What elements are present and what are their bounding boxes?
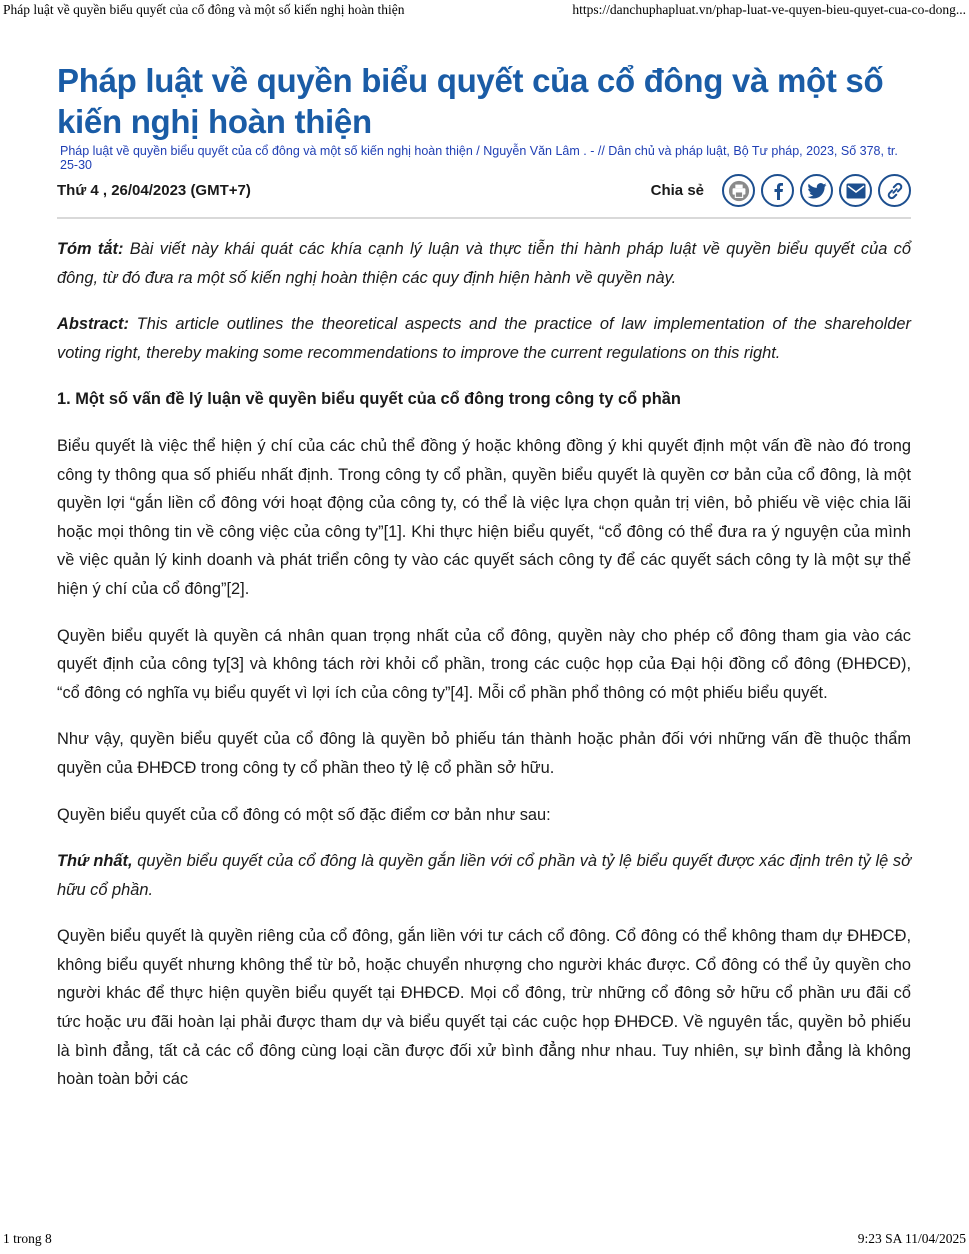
page-indicator: 1 trong 8 (3, 1231, 52, 1246)
twitter-icon[interactable] (800, 174, 833, 207)
article-body (57, 235, 911, 1094)
first-point-paragraph (57, 847, 911, 904)
abstract-paragraph (57, 310, 911, 367)
body-paragraph-5: Quyền biểu quyết là quyền riêng của cổ đông, gắn liền với tư cách cổ đông. Cổ đông có thể không tham dự ĐHĐCĐ, không biểu quyết nhưng không thể từ bỏ, hoặc chuyển nhượng cho người khác được. Cổ đông có thể ủy quyền cho người khác để thực hiện quyền biểu quyết tại ĐHĐCĐ. Mọi cổ đông, trừ những cổ đông sở hữu cổ phần ưu đãi cổ tức hoặc ưu đãi hoàn lại phải được tham dự và biểu quyết tại các cuộc họp ĐHĐCĐ. Về nguyên tắc, quyền bỏ phiếu là bình đẳng, tất cả các cổ đông cùng loại cần được đối xử bình đẳng như nhau. Tuy nhiên, sự bình đẳng là không hoàn toàn bởi các (57, 927, 911, 1089)
first-point-label: Thứ nhất, (57, 852, 133, 871)
article (57, 60, 911, 1094)
article-date: Thứ 4 , 26/04/2023 (GMT+7) (57, 182, 251, 199)
link-icon[interactable] (878, 174, 911, 207)
article-title: Pháp luật về quyền biểu quyết của cổ đông và một số kiến nghị hoàn thiện (57, 62, 884, 140)
abstract-text: This article outlines the theoretical aspects and the practice of law implementation of the shareholder voting right, thereby making some recommendations to improve the current regulations on this right. (57, 315, 911, 362)
abstract-label: Abstract: (57, 315, 129, 334)
body-paragraph-1: Biểu quyết là việc thể hiện ý chí của các chủ thể đồng ý hoặc không đồng ý khi quyết định một vấn đề nào đó trong công ty thông qua số phiếu nhất định. Trong công ty cổ phần, quyền biểu quyết là quyền cơ bản của cổ đông, là một quyền lợi “gắn liền cổ đông với hoạt động của công ty, có thể là việc lựa chọn quản trị viên, bỏ phiếu về việc chia lãi hoặc mọi thông tin về công việc của công ty”[1]. Khi thực hiện biểu quyết, “cổ đông có thể đưa ra ý nguyện của mình về việc quản lý kinh doanh và phát triển công ty vào các quyết sách công ty để các quyết sách công ty là một sự thể hiện ý chí của cổ đông”[2]. (57, 436, 911, 598)
facebook-icon[interactable] (761, 174, 794, 207)
summary-label: Tóm tắt: (57, 240, 124, 258)
share-label: Chia sẻ (650, 182, 704, 199)
body-paragraph-2: Quyền biểu quyết là quyền cá nhân quan trọng nhất của cổ đông, quyền này cho phép cổ đông tham gia vào các quyết định của công ty[3] và không tách rời khỏi cổ phần, trong các cuộc họp của Đại hội đồng cổ đông (ĐHĐCĐ), “cổ đông có nghĩa vụ biểu quyết vì lợi ích của công ty”[4]. Mỗi cổ phần phổ thông có một phiếu biểu quyết. (57, 626, 911, 702)
print-page-title: Pháp luật về quyền biểu quyết của cổ đông và một số kiến nghị hoàn thiện (3, 2, 405, 17)
first-point-text: quyền biểu quyết của cổ đông là quyền gắn liền với cổ phần và tỷ lệ biểu quyết được xác định trên tỷ lệ sở hữu cổ phần. (57, 852, 911, 899)
summary-text: Bài viết này khái quát các khía cạnh lý luận và thực tiễn thi hành pháp luật về quyền biểu quyết của cổ đông, từ đó đưa ra một số kiến nghị hoàn thiện các quy định hiện hành về quyền này. (57, 240, 911, 287)
article-meta (57, 174, 911, 219)
body-paragraph-4: Quyền biểu quyết của cổ đông có một số đặc điểm cơ bản như sau: (57, 805, 551, 824)
body-paragraph-3: Như vậy, quyền biểu quyết của cổ đông là quyền bỏ phiếu tán thành hoặc phản đối với những vấn đề thuộc thẩm quyền của ĐHĐCĐ trong công ty cổ phần theo tỷ lệ cổ phần sở hữu. (57, 730, 911, 777)
article-citation[interactable]: Pháp luật về quyền biểu quyết của cổ đông và một số kiến nghị hoàn thiện / Nguyễn Văn Lâm . - // Dân chủ và pháp luật, Bộ Tư pháp, 2023, Số 378, tr. 25-30 (60, 144, 898, 172)
print-header (3, 2, 966, 22)
summary-paragraph (57, 235, 911, 292)
section-heading-1: 1. Một số vấn đề lý luận về quyền biểu quyết của cổ đông trong công ty cổ phần (57, 390, 681, 409)
print-icon[interactable] (722, 174, 755, 207)
print-timestamp: 9:23 SA 11/04/2025 (857, 1231, 966, 1246)
share-bar (651, 174, 911, 207)
print-footer (3, 1231, 966, 1251)
email-icon[interactable] (839, 174, 872, 207)
print-url[interactable]: https://danchuphapluat.vn/phap-luat-ve-quyen-bieu-quyet-cua-co-dong... (572, 2, 966, 17)
